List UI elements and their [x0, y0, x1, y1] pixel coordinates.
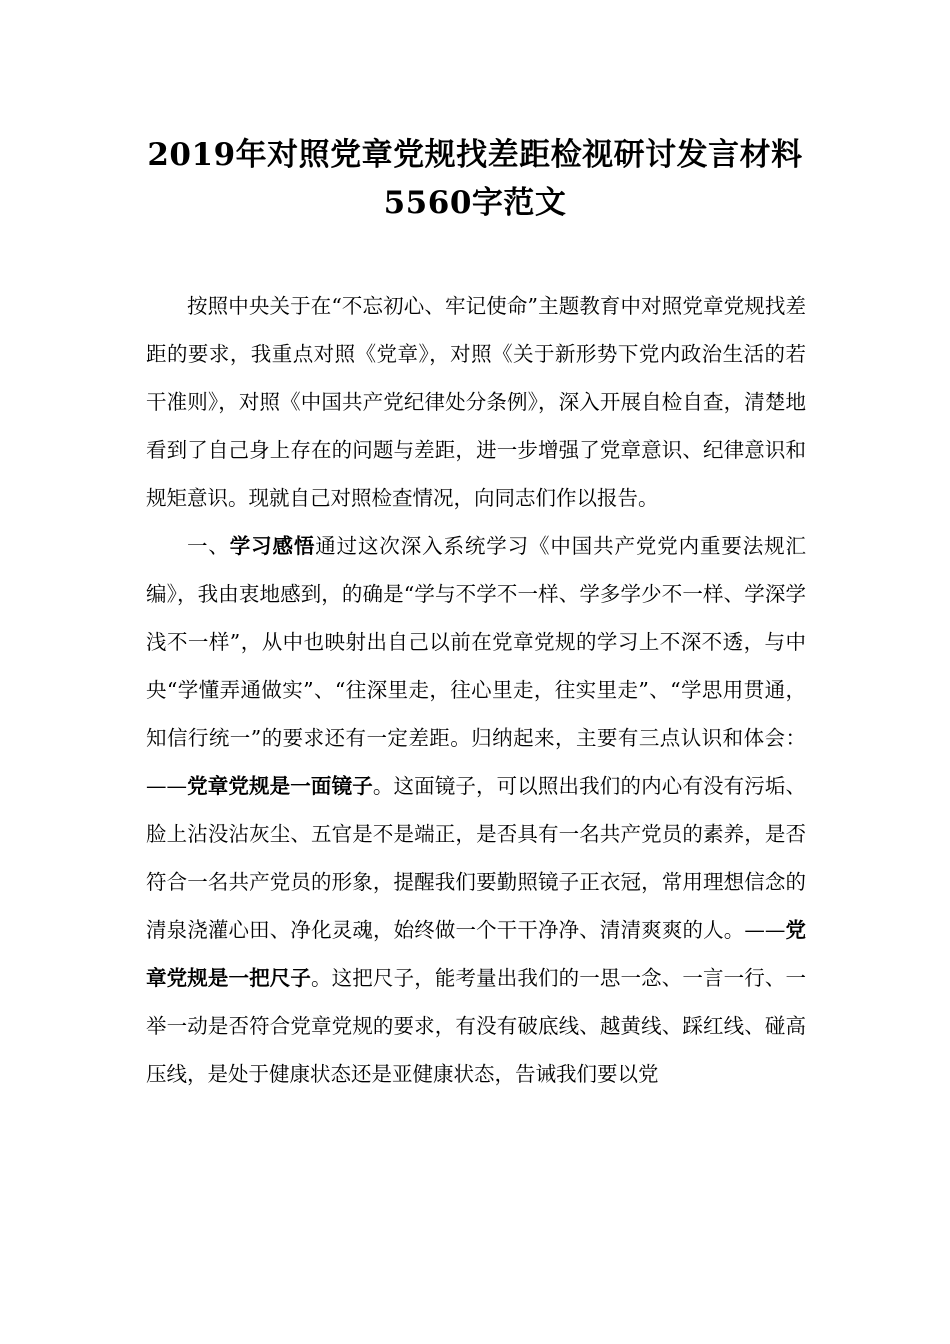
paragraph-section-1 [146, 522, 806, 1098]
paragraph-text: 按照中央关于在“不忘初心、牢记使命”主题教育中对照党章党规找差距的要求，我重点对照《党章》，对照《关于新形势下党内政治生活的若干准则》，对照《中国共产党纪律处分条例》，深入开展自检自查，清楚地看到了自己身上存在的问题与差距，进一步增强了党章意识、纪律意识和规矩意识。现就自己对照检查情况，向同志们作以报告。 [146, 294, 806, 510]
paragraph-text: 。这面镜子，可以照出我们的内心有没有污垢、脸上沾没沾灰尘、五官是不是端正，是否具有一名共产党员的素养，是否符合一名共产党员的形象，提醒我们要勤照镜子正衣冠，常用理想信念的清泉浇灌心田、净化灵魂，始终做一个干干净净、清清爽爽的人。—— [146, 774, 807, 942]
paragraph-text: 。这把尺子，能考量出我们的一思一念、一言一行、一举一动是否符合党章党规的要求，有没有破底线、越黄线、踩红线、碰高压线，是处于健康状态还是亚健康状态，告诫我们要以党 [146, 966, 807, 1086]
document-body [146, 282, 806, 1098]
section-heading: 学习感悟 [229, 534, 316, 558]
paragraph-intro [146, 282, 806, 522]
emphasis-mirror: 党章党规是一面镜子 [187, 774, 373, 798]
document-title-line-2: 5560字范文 [383, 185, 567, 221]
emphasis-ruler: 党章党规是一把尺子 [146, 918, 807, 990]
document-title-line-1: 2019年对照党章党规找差距检视研讨发言材料 [147, 137, 803, 173]
paragraph-text: 通过这次深入系统学习《中国共产党党内重要法规汇编》，我由衷地感到，的确是“学与不学不一样、学多学少不一样、学深学浅不一样”，从中也映射出自己以前在党章党规的学习上不深不透，与中央“学懂弄通做实”、“往深里走，往心里走，往实里走”、“学思用贯通，知信行统一”的要求还有一定差距。归纳起来，主要有三点认识和体会：—— [146, 534, 806, 798]
section-number: 一、 [187, 534, 230, 558]
